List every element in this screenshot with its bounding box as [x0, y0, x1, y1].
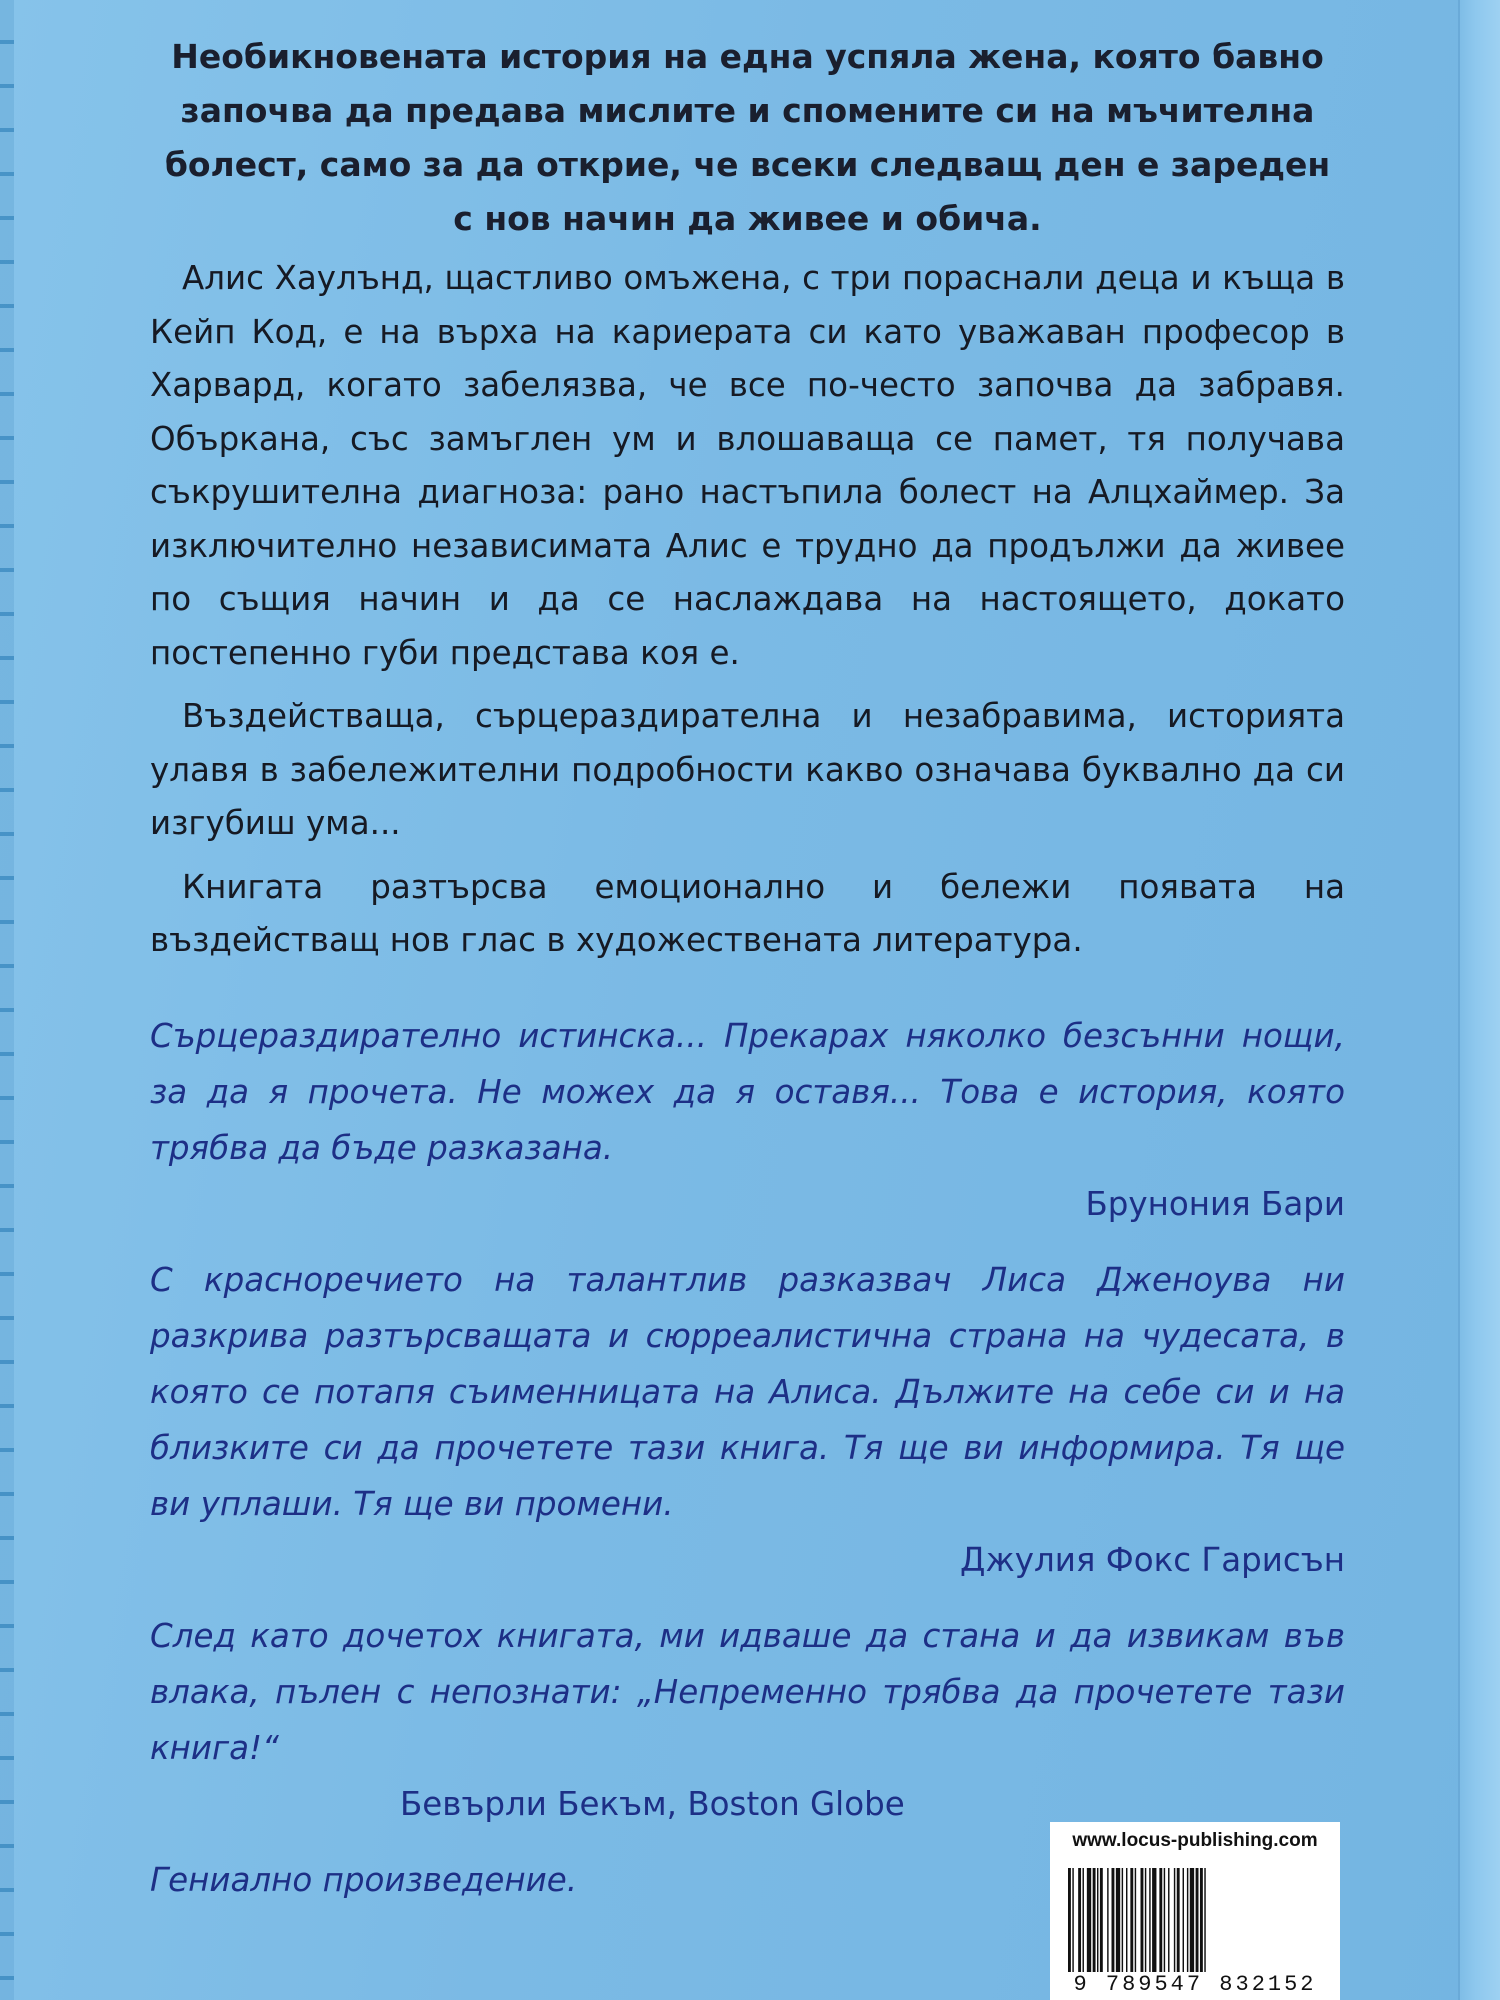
- barcode-panel: [1050, 1822, 1340, 2000]
- barcode-bar: [1164, 1868, 1165, 1972]
- barcode-bar: [1083, 1868, 1084, 1972]
- publisher-url: www.locus-publishing.com: [1072, 1830, 1318, 1851]
- review-author: Бевърли Бекъм, Boston Globe: [400, 1784, 905, 1823]
- barcode-bar: [1177, 1868, 1180, 1972]
- review-quote: Гениално произведение.: [150, 1860, 578, 1899]
- review-quote: След като дочетох книгата, ми идваше да стана и да извикам във влака, пълен с непознати: „Непременно трябва да прочетете тази книга!“: [150, 1616, 1345, 1767]
- barcode-bar: [1145, 1868, 1146, 1972]
- barcode-bar: [1168, 1868, 1169, 1972]
- barcode-bar: [1196, 1868, 1199, 1972]
- barcode-bar: [1087, 1868, 1091, 1972]
- barcode-bar: [1100, 1868, 1103, 1972]
- synopsis-paragraph: Въздействаща, сърцераздирателна и незабравима, историята улавя в забележителни подробности какво означава буквално да си изгубиш ума...: [150, 697, 1345, 842]
- review-quote: Сърцераздирателно истинска... Прекарах няколко безсънни нощи, за да я прочета. Не можех да я оставя... Това е история, която трябва да бъде разказана.: [150, 1016, 1345, 1167]
- notebook-edge: [0, 0, 14, 2000]
- barcode-bar: [1116, 1868, 1120, 1972]
- barcode-bar: [1130, 1868, 1133, 1972]
- barcode-bar: [1187, 1868, 1188, 1972]
- barcode-bar: [1078, 1868, 1081, 1972]
- barcode-bar: [1068, 1868, 1071, 1972]
- cover-text: [150, 30, 1345, 1908]
- synopsis-paragraph: Книгата разтърсва емоционално и бележи появата на въздействащ нов глас в художествената литература.: [150, 867, 1345, 959]
- intro-blurb: Необикновената история на една успяла жена, която бавно започва да предава мислите и спомените си на мъчителна болест, само за да открие, че всеки следващ ден е зареден с нов начин да живее и обича.: [164, 37, 1331, 238]
- synopsis-paragraph: Алис Хаулънд, щастливо омъжена, с три пораснали деца и къща в Кейп Код, е на върха на кариерата си като уважаван професор в Харвард, когато забелязва, че все по-често започва да забравя. Объркана, със замъглен ум и влошаваща се памет, тя получава съкрушителна диагноза: рано настъпила болест на Алцхаймер. За изключително независимата Алис е трудно да продължи да живее по същия начин и да се наслаждава на настоящето, докато постепенно губи представа коя е.: [150, 259, 1345, 672]
- barcode-bar: [1183, 1868, 1184, 1972]
- review-author: Джулия Фокс Гарисън: [960, 1540, 1345, 1579]
- barcode-bar: [1093, 1868, 1096, 1972]
- barcode-icon: [1068, 1868, 1328, 1972]
- barcode-bar: [1097, 1868, 1098, 1972]
- barcode-bar: [1159, 1868, 1162, 1972]
- barcode-bar: [1149, 1868, 1150, 1972]
- cover-right-edge: [1458, 0, 1500, 2000]
- review-quote: С красноречието на талантлив разказвач Лиса Дженоува ни разкрива разтърсващата и сюрреалистична страна на чудесата, в която се потапя съименницата на Алиса. Дължите на себе си и на близките си да прочетете тази книга. Тя ще ви информира. Тя ще ви уплаши. Тя ще ви промени.: [150, 1260, 1345, 1523]
- barcode-bar: [1204, 1868, 1205, 1972]
- barcode-bar: [1112, 1868, 1115, 1972]
- barcode-bar: [1126, 1868, 1127, 1972]
- isbn-number: 9 789547 832152: [1073, 1972, 1317, 1997]
- barcode-bar: [1174, 1868, 1175, 1972]
- barcode-bar: [1107, 1868, 1108, 1972]
- barcode-bar: [1122, 1868, 1123, 1972]
- barcode-bar: [1072, 1868, 1073, 1972]
- review-author: Брунония Бари: [1085, 1184, 1345, 1223]
- barcode-bar: [1135, 1868, 1136, 1972]
- barcode-bar: [1200, 1868, 1203, 1972]
- barcode-bar: [1152, 1868, 1156, 1972]
- barcode-bar: [1190, 1868, 1194, 1972]
- barcode-bar: [1141, 1868, 1144, 1972]
